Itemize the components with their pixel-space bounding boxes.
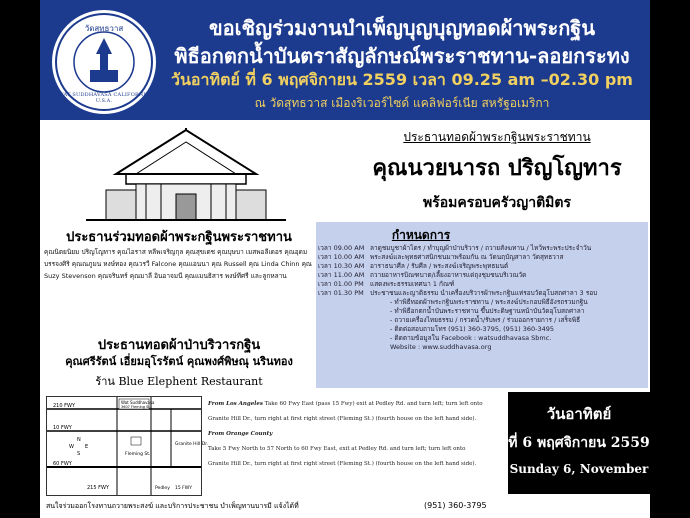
restaurant-name: ร้าน Blue Elephent Restaurant bbox=[95, 375, 263, 388]
map-compass-n: N bbox=[77, 437, 81, 443]
logo-thai-text: วัดสุทธวาส bbox=[84, 24, 124, 33]
schedule-time: เวลา 10.30 AM bbox=[318, 262, 365, 270]
schedule-row bbox=[318, 280, 646, 289]
map-compass-w: W bbox=[69, 444, 74, 450]
temple-drawing-icon bbox=[76, 128, 296, 224]
directions-item bbox=[208, 460, 504, 468]
map-label-10: 10 FWY bbox=[53, 425, 72, 431]
map-label-pedley: Pedley bbox=[155, 486, 170, 491]
schedule-desc: ลาดูชมบูชาผ้าไตร / ทำบุญผ้าป่าบริวาร / ถวายสังฆทาน / ไหว้พระพระประจำวัน bbox=[370, 244, 592, 252]
schedule-row bbox=[318, 289, 646, 298]
directions-step: Take 5 Fwy North to 57 North to 60 Fwy East, exit at Pedley Rd. and turn left; turn left onto bbox=[208, 446, 466, 452]
schedule-desc: ถวายอาหารบิณฑบาต/เลี้ยงอาหารแด่ถุงชุมชนบริเวณวัด bbox=[370, 271, 527, 279]
schedule-box bbox=[316, 222, 648, 388]
directions-item bbox=[208, 415, 504, 423]
schedule-bullet: - ติดต่อสอบถามโทร (951) 360-3795, (951) 360-3495 bbox=[390, 325, 554, 333]
map-temple-label: Wat Suddhavasa bbox=[121, 400, 155, 405]
schedule-title: กำหนดการ bbox=[391, 228, 451, 242]
schedule-desc: อาราธนาศีล / รับศีล / พระสงฆ์เจริญพระพุทธมนต์ bbox=[370, 262, 509, 270]
header-date-time: วันอาทิตย์ ที่ 6 พฤศจิกายน 2559 เวลา 09.25 am –02.30 pm bbox=[171, 70, 633, 89]
schedule-bullet: - ทำพิธีทอดผ้าพระกฐินพระราชทาน / พระสงฆ์ประกอบพิธีอังรถรวมกฐิน bbox=[390, 298, 588, 306]
directions-text bbox=[208, 400, 504, 475]
header-banner bbox=[40, 0, 650, 120]
poster-sheet bbox=[40, 0, 650, 518]
pavarana-names: คุณศรีรัตน์ เอี่ยมอุโรรัตน์ คุณพงศ์พิษณุ นรินทอง bbox=[65, 355, 293, 368]
directions-step: Take 60 Fwy East (pass 15 Fwy) exit at Pedley Rd. and turn left; turn left onto bbox=[264, 401, 483, 407]
directions-origin: From Los Angeles bbox=[208, 401, 263, 407]
map-label-60: 60 FWY bbox=[53, 461, 72, 467]
date-day-of-week: วันอาทิตย์ bbox=[546, 405, 612, 423]
logo-english-text: WAT SUDDHAVASA CALIFORNIA U.S.A. bbox=[58, 92, 150, 104]
schedule-bullet: - ถวายเครื่องไทยธรรม / กรวดน้ำ/รับพร / ร่วมออกรายการ / เสร็จพิธี bbox=[390, 316, 581, 324]
directions-item bbox=[208, 430, 504, 438]
map-compass-e: E bbox=[85, 444, 89, 450]
sponsor-with-family: พร้อมครอบครัวญาติมิตร bbox=[422, 195, 572, 211]
schedule-bullet: - ทำพิธีอกตกน้ำบันพระราชทาน ขึ้นประดิษฐานหน้าบันวัดอุโบสถศาลา bbox=[390, 307, 585, 315]
map-label-fleming: Fleming St. bbox=[125, 452, 151, 457]
footer-phone: (951) 360-3795 bbox=[424, 501, 487, 510]
schedule-time: เวลา 10.00 AM bbox=[318, 253, 365, 261]
map-label-215: 215 FWY bbox=[87, 485, 110, 491]
schedule-time: เวลา 01.00 PM bbox=[318, 280, 364, 288]
footer-note: สนใจร่วมออกโรงทานถวายพระสงฆ์ และบริการประชาชน บำเพ็ญทานบารมี แจ้งได้ที่ bbox=[46, 502, 299, 510]
date-english: Sunday 6, November bbox=[509, 462, 649, 476]
schedule-desc: พระสงฆ์และพุทธศาสนิกชนมาพร้อมกัน ณ วัดนฤบัญสาลา วัดสุทธวาส bbox=[370, 253, 564, 261]
directions-step: Granite Hill Dr., turn right at first right street (Fleming St.) (fourth house on the left hand side). bbox=[208, 416, 477, 422]
map-label-210: 210 FWY bbox=[53, 403, 76, 409]
directions-item bbox=[208, 445, 504, 453]
location-map bbox=[46, 396, 209, 496]
schedule-time: เวลา 11.00 AM bbox=[318, 271, 365, 279]
cosponsor-heading: ประธานร่วมทอดผ้าพระกฐินพระราชทาน bbox=[66, 230, 292, 245]
schedule-desc: ประชาชนและญาติธรรม นำเครื่องบริวารผ้าพระกฐินแห่รอบวัดอุโบสถศาลา 3 รอบ bbox=[370, 289, 598, 297]
pavarana-heading: ประธานทอดผ้าป่าบริวารกฐิน bbox=[97, 338, 261, 353]
schedule-row bbox=[318, 271, 646, 280]
map-compass-s: S bbox=[77, 451, 81, 457]
cosponsor-names: คุณนิตยนิยม ปริญโญทาร คุณไอราส หลีพเจริญกุล คุณสุขเดช คุณบุษบา เมสพอลีเดอร คุณอุดม บรรจงศิริ คุณณภูมน หงษ์ทอง คุณวรวี Falcone คุณแอนนา คุณ Russell คุณ Linda Chinn คุณ Suzy Stevenson คุณจรินทร์ คุณมาลี อินอาจมนี คุณแมนธิสาร พงษ์ทีศรี และลูกหลาน bbox=[44, 248, 312, 280]
schedule-bullet: - ติดตามข้อมูลใน Facebook : watsuddhavasa Sbmc. bbox=[390, 334, 552, 342]
header-location: ณ วัดสุทธวาส เมืองริเวอร์ไซด์ แคลิฟอร์เนีย สหรัฐอเมริกา bbox=[254, 96, 550, 110]
schedule-row bbox=[318, 244, 646, 253]
schedule-time: เวลา 09.00 AM bbox=[318, 244, 365, 252]
schedule-website: Website : www.suddhavasa.org bbox=[390, 343, 492, 351]
sponsor-heading: ประธานทอดผ้าพระกฐินพระราชทาน bbox=[403, 130, 591, 144]
map-temple-address: 3607 Fleming St. bbox=[121, 405, 151, 409]
schedule-row bbox=[318, 253, 646, 262]
schedule-time: เวลา 01.30 PM bbox=[318, 289, 364, 297]
directions-item bbox=[208, 400, 504, 408]
schedule-list bbox=[318, 244, 646, 352]
map-label-granite: Granite Hill Dr. bbox=[175, 442, 209, 447]
header-line-1: ขอเชิญร่วมงานบำเพ็ญบุญบุญทอดผ้าพระกฐิน bbox=[208, 16, 596, 40]
header-line-2: พิธีอกตกน้ำบันตราสัญลักษณ์พระราชทาน-ลอยกระทง bbox=[174, 44, 630, 68]
temple-logo bbox=[50, 8, 158, 116]
schedule-row bbox=[318, 262, 646, 271]
schedule-desc: แสดงพระธรรมเทศนา 1 กัณฑ์ bbox=[370, 280, 455, 288]
map-label-15fwy: 15 FWY bbox=[175, 486, 192, 491]
sponsor-name: คุณนวยนารถ ปริญโญทาร bbox=[372, 155, 622, 181]
directions-origin: From Orange County bbox=[208, 431, 273, 437]
date-thai: ที่ 6 พฤศจิกายน 2559 bbox=[508, 435, 650, 451]
directions-step: Granite Hill Dr., turn right at first right street (Fleming St.) (fourth house on the left hand side). bbox=[208, 461, 477, 467]
date-box bbox=[508, 392, 650, 494]
